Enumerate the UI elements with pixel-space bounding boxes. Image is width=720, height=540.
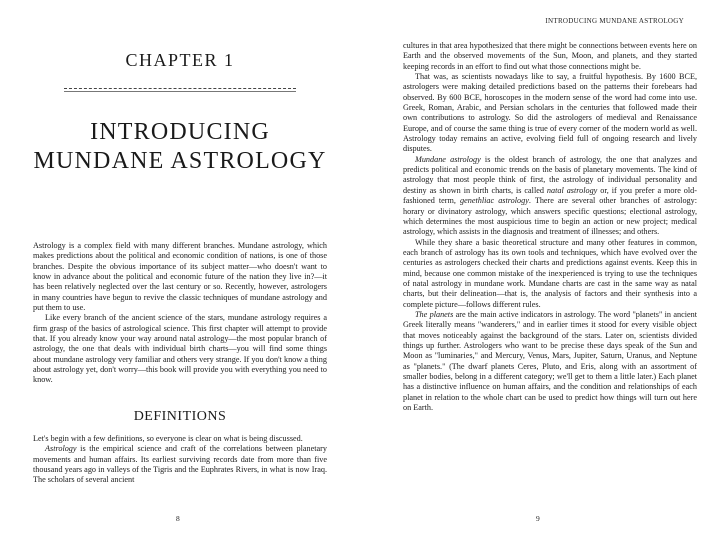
section-heading-definitions: DEFINITIONS bbox=[133, 409, 227, 424]
page-number-right: 9 bbox=[536, 514, 540, 523]
left-body-definitions bbox=[33, 434, 327, 486]
chapter-rule bbox=[64, 88, 296, 89]
paragraph-text: are the main active indicators in astrology. The word "planets" in ancient Greek literally means "wanderers," and in earlier times it stood for every visible object that moves noticeably against the background of the stars. Later on, scientists divided things up further. Astrologers who want to be precise these days speak of the Sun and Moon as "luminaries," and Mercury, Venus, Mars, Jupiter, Saturn, Uranus, and Neptune as "planets." (The dwarf planets Ceres, Pluto, and Eris, along with an assortment of smaller bodies, belong in a different category; we'll get to them a little later.) Each planet has a distinctive influence on human affairs, and the condition and relationships of each planet in relation to the whole chart can be used to predict how things will turn out here on Earth. bbox=[403, 309, 697, 413]
term-mundane-astrology: Mundane astrology bbox=[415, 154, 481, 164]
paragraph-text: or, if you prefer a more old-fashioned term, bbox=[403, 185, 697, 206]
paragraph: While they share a basic theoretical structure and many other features in common, each branch of astrology has its own tools and techniques, which have evolved over the centuries as astrologers checked their charts and predictions against events. Keep this in mind, because one common mistake of the inexperienced is trying to use the techniques of natal astrology in mundane work. Mundane charts are cast in the same way as natal charts, but their delineation—that is, the analysis of factors and their synthesis into a complete picture—follows different rules. bbox=[403, 237, 697, 309]
paragraph: Like every branch of the ancient science of the stars, mundane astrology requires a firm grasp of the basics of astrological science. This first chapter will attempt to provide that. If you already know your way around natal astrology—the most popular branch of astrology, the one that deals with individual birth charts—you will find some things about mundane astrology very familiar and others very strange. If you don't know a thing about astrology yet, don't worry—this book will provide you with everything you need to know. bbox=[33, 313, 327, 385]
chapter-title-line1: INTRODUCING bbox=[90, 119, 270, 145]
right-body bbox=[403, 41, 697, 413]
paragraph bbox=[33, 444, 327, 485]
term-natal-astrology: natal astrology bbox=[546, 185, 598, 195]
page-number-left: 8 bbox=[176, 514, 180, 523]
paragraph-text: . There are several other branches of astrology: horary or divinatory astrology, which answers specific questions; electional astrology, which determines the most auspicious time to begin an action or new project; medical astrology, which assists in the diagnosis and treatment of illnesses; and others. bbox=[403, 196, 697, 237]
paragraph: Let's begin with a few definitions, so everyone is clear on what is being discussed. bbox=[33, 434, 303, 443]
running-head: INTRODUCING MUNDANE ASTROLOGY bbox=[545, 17, 684, 25]
paragraph-text: is the empirical science and craft of the correlations between planetary movements and human affairs. Its earliest surviving records date from more than five thousand years ago in valleys of the Tigris and the Euphrates Rivers, in what is now Iraq. The scholars of several ancient bbox=[33, 444, 327, 485]
chapter-title-line2: MUNDANE ASTROLOGY bbox=[33, 148, 327, 174]
chapter-title bbox=[0, 118, 360, 176]
right-page bbox=[360, 0, 720, 540]
chapter-rule-underline bbox=[64, 91, 296, 92]
term-astrology: Astrology bbox=[45, 444, 77, 454]
term-the-planets: The planets bbox=[415, 309, 454, 319]
paragraph-text: is the oldest branch of astrology, the one that analyzes and predicts political and economic trends on the basis of planetary movements. The kind of astrology that most people think of first, the astrology of individual personality and destiny as shown in birth charts, is called bbox=[403, 154, 697, 195]
paragraph: cultures in that area hypothesized that there might be connections between events here on Earth and the observed movements of the Sun, Moon, and planets, and they started keeping records in an effort to find out what those connections might be. bbox=[403, 41, 697, 71]
paragraph: Astrology is a complex field with many different branches. Mundane astrology, which makes predictions about the political and economic condition of nations, is one of those branches. Despite the obvious importance of its subject matter—who doesn't want to know in advance about the political and economic future of the nation they live in?—it has been relatively neglected over the last century or so. Recently, however, astrologers in many countries have begun to revive the classic techniques of mundane astrology and put them to use. bbox=[33, 241, 327, 313]
paragraph: That was, as scientists nowadays like to say, a fruitful hypothesis. By 1600 BCE, astrologers were making detailed predictions based on the patterns their forebears had observed. By 600 BCE, horoscopes in the modern sense of the word had come into use. Greek, Roman, Arabic, and Persian scholars in the centuries that followed made their own contributions to astrology. So did the astrologers of medieval and Renaissance Europe, and of course the same thing is true of every corner of the modern world as well. Astrology today remains an active, evolving field full of ongoing research and lively disputes. bbox=[403, 72, 697, 154]
left-body-intro bbox=[33, 241, 327, 386]
paragraph bbox=[403, 155, 697, 238]
term-genethliac-astrology: genethliac astrology bbox=[460, 196, 529, 206]
chapter-label: CHAPTER 1 bbox=[125, 50, 235, 70]
paragraph bbox=[403, 310, 697, 413]
